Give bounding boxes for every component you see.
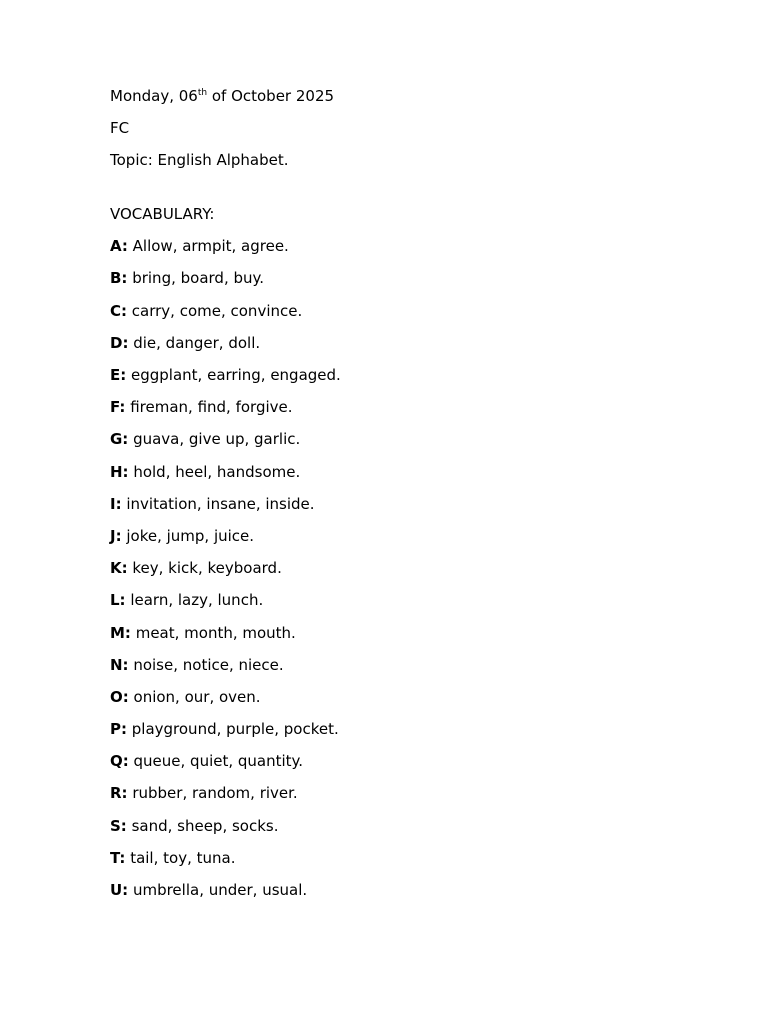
vocabulary-item [110,879,710,901]
vocabulary-letter: D: [110,333,129,352]
vocabulary-words: learn, lazy, lunch. [125,591,264,610]
vocabulary-letter: I: [110,494,122,513]
vocabulary-item [110,782,710,804]
vocabulary-words: sand, sheep, socks. [126,816,279,835]
vocabulary-item [110,332,710,354]
document-page [110,85,710,911]
vocabulary-letter: S: [110,816,127,835]
vocabulary-letter: J: [110,526,122,545]
vocabulary-letter: T: [110,848,126,867]
vocabulary-item [110,750,710,772]
vocabulary-item [110,364,710,386]
vocabulary-words: die, danger, doll. [128,333,261,352]
vocabulary-words: hold, heel, handsome. [128,462,301,481]
date-prefix: Monday, 06 [110,87,198,105]
vocabulary-item [110,718,710,740]
vocabulary-item [110,396,710,418]
vocabulary-item [110,622,710,644]
vocabulary-words: fireman, find, forgive. [125,398,293,417]
vocabulary-letter: U: [110,881,129,900]
vocabulary-letter: Q: [110,752,129,771]
vocabulary-letter: C: [110,301,128,320]
vocabulary-item [110,557,710,579]
vocabulary-title: VOCABULARY: [110,205,215,223]
vocabulary-letter: E: [110,366,127,385]
vocabulary-item [110,493,710,515]
vocabulary-item [110,428,710,450]
date-line [110,85,710,107]
vocabulary-item [110,686,710,708]
vocabulary-item [110,815,710,837]
vocabulary-words: noise, notice, niece. [128,655,284,674]
vocabulary-item [110,235,710,257]
vocabulary-letter: G: [110,430,129,449]
vocabulary-letter: P: [110,720,127,739]
blank-line [110,171,710,193]
vocabulary-list [110,235,710,901]
vocabulary-letter: H: [110,462,129,481]
vocabulary-words: meat, month, mouth. [130,623,296,642]
class-code: FC [110,119,130,137]
vocabulary-words: carry, come, convince. [127,301,303,320]
vocabulary-letter: A: [110,237,128,256]
date-rest: of October 2025 [207,87,335,105]
topic-line: Topic: English Alphabet. [110,151,289,169]
vocabulary-words: eggplant, earring, engaged. [126,366,341,385]
vocabulary-words: tail, toy, tuna. [125,848,236,867]
vocabulary-words: invitation, insane, inside. [121,494,315,513]
vocabulary-words: playground, purple, pocket. [127,720,339,739]
vocabulary-letter: B: [110,269,128,288]
vocabulary-words: joke, jump, juice. [121,526,255,545]
vocabulary-letter: L: [110,591,126,610]
vocabulary-words: rubber, random, river. [127,784,298,803]
vocabulary-item [110,847,710,869]
vocabulary-letter: F: [110,398,126,417]
vocabulary-item [110,654,710,676]
vocabulary-letter: M: [110,623,131,642]
date-ordinal-suffix: th [197,88,208,98]
vocabulary-item [110,267,710,289]
vocabulary-letter: R: [110,784,128,803]
vocabulary-item [110,300,710,322]
vocabulary-words: Allow, armpit, agree. [127,237,289,256]
vocabulary-words: guava, give up, garlic. [128,430,301,449]
vocabulary-letter: N: [110,655,129,674]
vocabulary-item [110,589,710,611]
vocabulary-words: queue, quiet, quantity. [128,752,304,771]
vocabulary-words: onion, our, oven. [128,687,261,706]
vocabulary-words: key, kick, keyboard. [127,559,282,578]
vocabulary-words: bring, board, buy. [127,269,265,288]
vocabulary-letter: O: [110,687,129,706]
vocabulary-letter: K: [110,559,128,578]
vocabulary-item [110,461,710,483]
vocabulary-item [110,525,710,547]
vocabulary-words: umbrella, under, usual. [128,881,308,900]
